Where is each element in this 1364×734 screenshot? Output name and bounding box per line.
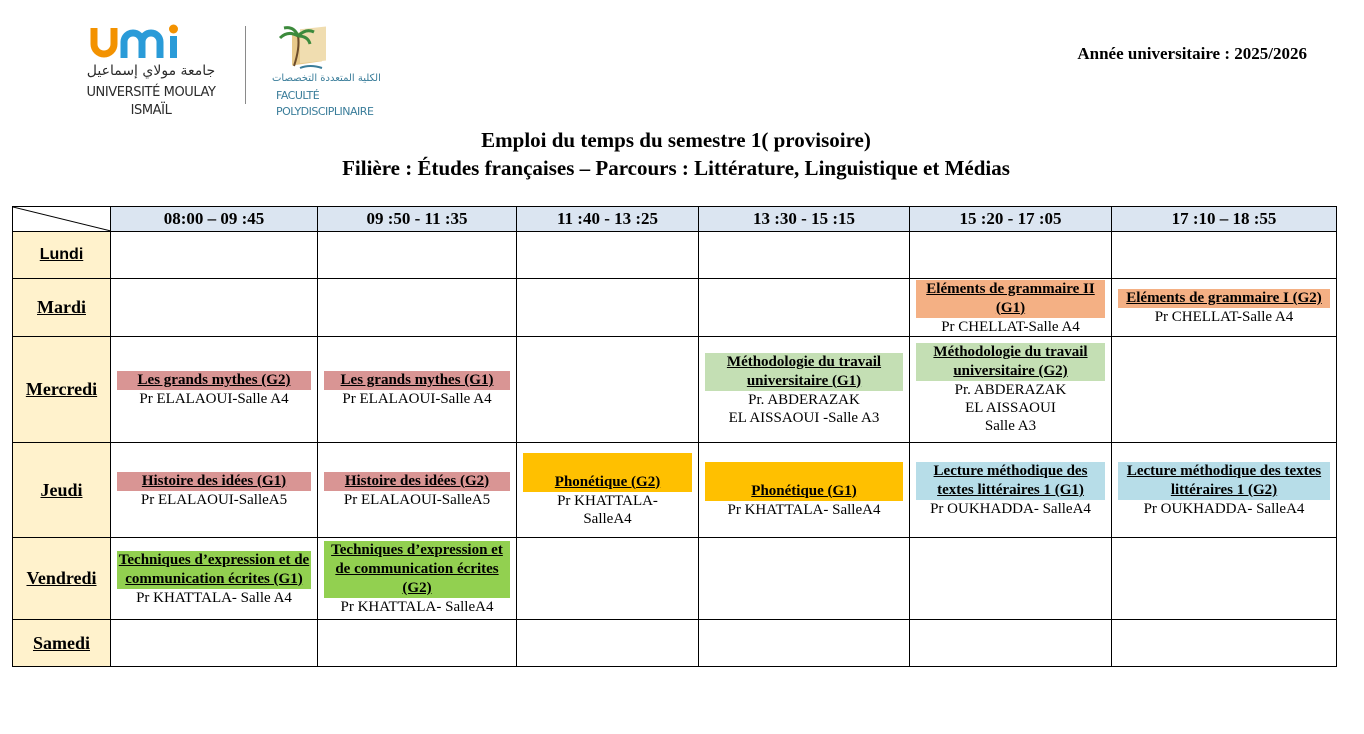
row-mardi bbox=[13, 279, 1337, 337]
day-label: Mercredi bbox=[13, 337, 111, 443]
slot-header: 13 :30 - 15 :15 bbox=[699, 207, 910, 232]
course-title: Les grands mythes (G2) bbox=[117, 371, 311, 390]
row-jeudi bbox=[13, 443, 1337, 538]
empty-cell bbox=[517, 538, 699, 620]
course-teacher: Pr ELALAOUI-Salle A4 bbox=[139, 391, 289, 407]
page-subtitle: Filière : Études françaises – Parcours : Littérature, Linguistique et Médias bbox=[342, 156, 1010, 180]
course-title: Méthodologie du travail universitaire (G1) bbox=[705, 353, 903, 391]
empty-cell bbox=[699, 232, 910, 279]
slot-header: 08:00 – 09 :45 bbox=[111, 207, 318, 232]
logo-divider bbox=[245, 26, 246, 104]
empty-cell bbox=[699, 538, 910, 620]
course-teacher: Pr CHELLAT-Salle A4 bbox=[1154, 309, 1294, 325]
faculty-latin-name: FACULTÉ POLYDISCIPLINAIRE bbox=[276, 89, 374, 118]
course-teacher: Pr. ABDERAZAK bbox=[748, 391, 860, 408]
course-teacher: Pr KHATTALA- SalleA4 bbox=[340, 599, 494, 615]
course-cell bbox=[699, 443, 910, 538]
day-label: Vendredi bbox=[13, 538, 111, 620]
course-teacher: Pr OUKHADDA- SalleA4 bbox=[930, 501, 1091, 517]
empty-cell bbox=[1112, 620, 1337, 667]
corner-cell bbox=[13, 207, 111, 232]
course-title: Phonétique (G2) bbox=[523, 453, 692, 492]
empty-cell bbox=[111, 279, 318, 337]
course-title: Phonétique (G1) bbox=[705, 462, 903, 501]
course-cell bbox=[910, 337, 1112, 443]
course-teacher: Pr KHATTALA- Salle A4 bbox=[136, 589, 292, 606]
umi-arabic-name: جامعة مولاي إسماعيل bbox=[86, 63, 216, 79]
faculty-logo-mark bbox=[274, 22, 336, 74]
course-title: Méthodologie du travail universitaire (G2) bbox=[916, 343, 1105, 381]
course-title: Eléments de grammaire I (G2) bbox=[1118, 289, 1330, 308]
course-title: Lecture méthodique des textes littéraires 1 (G2) bbox=[1118, 462, 1330, 500]
slot-header: 17 :10 – 18 :55 bbox=[1112, 207, 1337, 232]
course-title: Eléments de grammaire II (G1) bbox=[916, 280, 1105, 318]
empty-cell bbox=[910, 232, 1112, 279]
course-title: Techniques d’expression et de communication écrites (G1) bbox=[118, 551, 310, 587]
course-teacher: Pr ELALAOUI-SalleA5 bbox=[140, 491, 288, 508]
course-teacher-name: EL AISSAOUI bbox=[965, 400, 1056, 416]
course-cell bbox=[1112, 443, 1337, 538]
academic-year: Année universitaire : 2025/2026 bbox=[1077, 44, 1307, 63]
course-cell bbox=[318, 538, 517, 620]
empty-cell bbox=[318, 620, 517, 667]
slot-header: 11 :40 - 13 :25 bbox=[517, 207, 699, 232]
course-teacher: Pr CHELLAT-Salle A4 bbox=[941, 318, 1080, 335]
course-room: SalleA4 bbox=[583, 510, 632, 527]
umi-latin-name: UNIVERSITÉ MOULAY ISMAÏL bbox=[86, 85, 216, 118]
course-teacher-room: EL AISSAOUI -Salle A3 bbox=[728, 409, 880, 426]
course-cell bbox=[111, 337, 318, 443]
course-cell bbox=[517, 443, 699, 538]
course-cell bbox=[1112, 279, 1337, 337]
course-teacher: Pr KHATTALA- bbox=[557, 492, 658, 509]
empty-cell bbox=[910, 538, 1112, 620]
course-cell bbox=[318, 337, 517, 443]
course-cell bbox=[910, 279, 1112, 337]
faculty-arabic-name: الكلية المتعددة التخصصات bbox=[272, 73, 381, 84]
empty-cell bbox=[1112, 337, 1337, 443]
empty-cell bbox=[517, 337, 699, 443]
course-title: Histoire des idées (G1) bbox=[117, 472, 311, 491]
empty-cell bbox=[699, 279, 910, 337]
course-teacher: Pr KHATTALA- SalleA4 bbox=[727, 501, 881, 518]
day-label: Samedi bbox=[13, 620, 111, 667]
course-cell bbox=[111, 538, 318, 620]
corner-diagonal bbox=[13, 207, 111, 231]
course-teacher: Pr ELALAOUI-Salle A4 bbox=[342, 391, 492, 407]
empty-cell bbox=[318, 279, 517, 337]
row-vendredi bbox=[13, 538, 1337, 620]
course-cell bbox=[318, 443, 517, 538]
empty-cell bbox=[699, 620, 910, 667]
empty-cell bbox=[910, 620, 1112, 667]
course-room: Salle A3 bbox=[984, 418, 1037, 434]
course-title: Les grands mythes (G1) bbox=[324, 371, 510, 390]
empty-cell bbox=[111, 232, 318, 279]
row-mercredi bbox=[13, 337, 1337, 443]
course-teacher-block bbox=[699, 391, 909, 427]
umi-logo bbox=[66, 22, 236, 118]
page-title: Emploi du temps du semestre 1( provisoire) bbox=[481, 128, 871, 152]
empty-cell bbox=[1112, 232, 1337, 279]
faculty-logo bbox=[262, 22, 412, 118]
course-teacher: Pr OUKHADDA- SalleA4 bbox=[1143, 501, 1305, 517]
empty-cell bbox=[517, 620, 699, 667]
empty-cell bbox=[111, 620, 318, 667]
course-title: Techniques d’expression et de communication écrites (G2) bbox=[324, 541, 510, 598]
empty-cell bbox=[517, 232, 699, 279]
day-label: Jeudi bbox=[13, 443, 111, 538]
course-cell bbox=[910, 443, 1112, 538]
empty-cell bbox=[1112, 538, 1337, 620]
empty-cell bbox=[517, 279, 699, 337]
umi-logo-mark bbox=[88, 24, 213, 60]
course-cell bbox=[111, 443, 318, 538]
empty-cell bbox=[318, 232, 517, 279]
timetable bbox=[12, 206, 1337, 667]
slot-header: 09 :50 - 11 :35 bbox=[318, 207, 517, 232]
row-lundi bbox=[13, 232, 1337, 279]
timetable-header-row bbox=[13, 207, 1337, 232]
slot-header: 15 :20 - 17 :05 bbox=[910, 207, 1112, 232]
row-samedi bbox=[13, 620, 1337, 667]
course-teacher: Pr ELALAOUI-SalleA5 bbox=[343, 491, 491, 508]
course-title: Histoire des idées (G2) bbox=[324, 472, 510, 491]
course-teacher: Pr. ABDERAZAK bbox=[954, 382, 1067, 398]
course-title: Lecture méthodique des textes littéraires 1 (G1) bbox=[916, 462, 1105, 500]
day-label: Lundi bbox=[13, 232, 111, 279]
course-cell bbox=[699, 337, 910, 443]
day-label: Mardi bbox=[13, 279, 111, 337]
